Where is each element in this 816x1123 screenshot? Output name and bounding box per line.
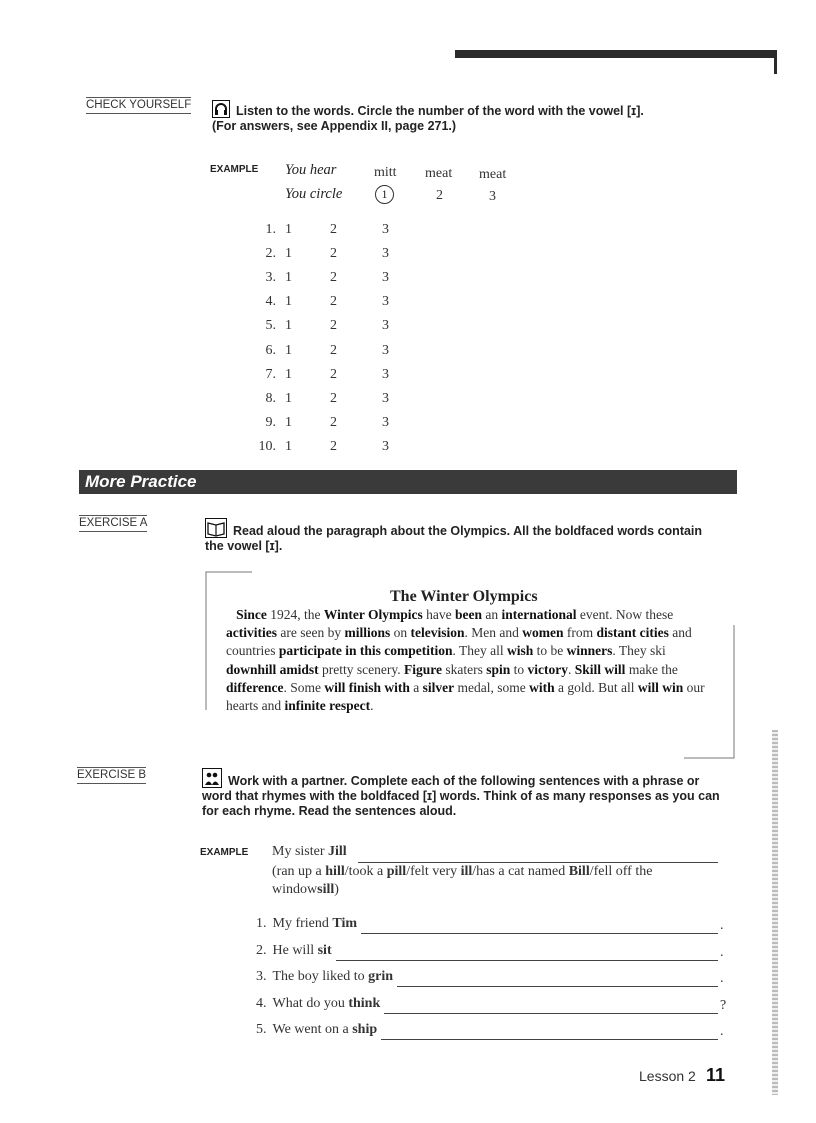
book-icon: [205, 518, 227, 538]
sentence-5: [256, 1022, 377, 1038]
row-6-b: 2: [330, 342, 337, 358]
top-rule-tick: [774, 56, 777, 74]
row-7-n: 7.: [265, 366, 276, 382]
heard-word-1: mitt: [374, 165, 397, 180]
partners-icon: [202, 768, 222, 788]
sentence-1: [256, 916, 357, 932]
sentence-number: 4.: [256, 995, 267, 1011]
row-9-a: 1: [285, 414, 292, 430]
sentence-end-mark: .: [720, 1024, 724, 1039]
row-8-b: 2: [330, 390, 337, 406]
row-10-n: 10.: [258, 438, 276, 454]
example-number-2: 2: [436, 188, 443, 203]
row-4-n: 4.: [265, 294, 276, 310]
paragraph-title: The Winter Olympics: [390, 588, 538, 605]
lesson-label: Lesson 2: [639, 1068, 696, 1084]
you-circle-label: You circle: [285, 186, 343, 202]
heard-word-2: meat: [425, 166, 453, 181]
row-4-b: 2: [330, 294, 337, 310]
top-rule: [455, 50, 777, 58]
example-tag: EXAMPLE: [210, 164, 259, 175]
answer-line-1[interactable]: [361, 933, 718, 934]
olympics-paragraph: Since 1924, the Winter Olympics have been an international event. Now these activities are seen by millions on television. Men and women from distant cities and countries participate in this competition. They all wish to be winners. They ski downhill amidst pretty scenery. Figure skaters spin to victory. Skill will make the difference. Some will finish with a silver medal, some with a gold. But all will win our hearts and infinite respect.: [226, 607, 705, 714]
sentence-text: The boy liked to: [272, 969, 369, 984]
you-hear-label: You hear: [285, 162, 337, 178]
row-1-c: 3: [382, 222, 389, 237]
row-4-c: 3: [382, 294, 389, 310]
row-3-n: 3.: [265, 270, 276, 286]
sentence-number: 3.: [256, 969, 267, 984]
row-10-a: 1: [285, 438, 292, 454]
row-2-b: 2: [330, 246, 337, 262]
sentence-keyword: grin: [368, 969, 394, 984]
row-9-b: 2: [330, 414, 337, 430]
row-10-c: 3: [382, 438, 389, 454]
sentence-text: He will: [272, 942, 318, 958]
answer-line-4[interactable]: [384, 1013, 718, 1014]
row-5-b: 2: [330, 318, 337, 334]
row-8-a: 1: [285, 390, 292, 406]
binding-edge: [772, 730, 778, 1095]
row-7-c: 3: [382, 366, 389, 382]
row-2-a: 1: [285, 246, 292, 262]
sentence-text: We went on a: [272, 1022, 353, 1037]
row-8-n: 8.: [265, 390, 276, 406]
row-5-c: 3: [382, 318, 389, 334]
row-1-b: 2: [330, 222, 337, 237]
check-yourself-label: CHECK YOURSELF: [86, 97, 191, 114]
example-answer: (ran up a hill/took a pill/felt very ill/has a cat named Bill/fell off the windowsill): [272, 864, 653, 897]
answer-line-3[interactable]: [397, 986, 718, 987]
row-2-n: 2.: [265, 246, 276, 262]
check-yourself-instruction: Listen to the words. Circle the number of the word with the vowel [ɪ]. (For answers, see Appendix II, page 271.): [212, 100, 712, 134]
sentence-end-mark: .: [720, 971, 724, 986]
row-8-c: 3: [382, 390, 389, 406]
row-6-a: 1: [285, 342, 292, 358]
row-3-a: 1: [285, 270, 292, 286]
row-7-a: 1: [285, 366, 292, 382]
row-4-a: 1: [285, 294, 292, 310]
row-9-n: 9.: [265, 414, 276, 430]
sentence-keyword: sit: [317, 942, 332, 958]
row-2-c: 3: [382, 246, 389, 262]
sentence-end-mark: ?: [720, 997, 727, 1013]
sentence-text: My friend: [272, 916, 333, 931]
exercise-a-instruction: Read aloud the paragraph about the Olympics. All the boldfaced words contain the vowel [ɪ].: [205, 518, 720, 554]
row-10-b: 2: [330, 438, 337, 454]
sentence-number: 1.: [256, 916, 267, 931]
heard-word-3: meat: [479, 167, 507, 182]
sentence-3: [256, 969, 393, 985]
sentence-number: 5.: [256, 1022, 267, 1037]
answer-line-5[interactable]: [381, 1039, 718, 1040]
exercise-a-label: EXERCISE A: [79, 515, 147, 532]
row-3-b: 2: [330, 270, 337, 286]
answer-line-2[interactable]: [336, 960, 718, 961]
row-6-c: 3: [382, 342, 389, 358]
exercise-b-label: EXERCISE B: [77, 767, 146, 784]
sentence-end-mark: .: [720, 918, 724, 933]
more-practice-banner: [79, 470, 737, 494]
answers-note: (For answers, see Appendix II, page 271.): [212, 119, 457, 133]
sentence-keyword: ship: [352, 1022, 378, 1037]
row-7-b: 2: [330, 366, 337, 382]
row-1-n: 1.: [265, 222, 276, 237]
sentence-number: 2.: [256, 942, 267, 958]
row-9-c: 3: [382, 414, 389, 430]
sentence-4: [256, 996, 380, 1012]
example-sentence: My sister Jill: [272, 844, 347, 859]
row-3-c: 3: [382, 270, 389, 286]
row-1-a: 1: [285, 222, 292, 237]
circled-answer: 1: [375, 185, 394, 204]
example-number-3: 3: [489, 189, 496, 204]
row-5-n: 5.: [265, 318, 276, 334]
sentence-2: [256, 943, 332, 959]
sentence-keyword: Tim: [332, 916, 358, 931]
headphones-icon: [212, 100, 230, 118]
sentence-end-mark: .: [720, 944, 724, 960]
sentence-keyword: think: [348, 995, 381, 1011]
row-6-n: 6.: [265, 342, 276, 358]
page-number: 11: [706, 1065, 726, 1085]
example-tag-b: EXAMPLE: [200, 847, 249, 858]
row-5-a: 1: [285, 318, 292, 334]
more-practice-title: More Practice: [85, 472, 197, 491]
exercise-b-instruction: Work with a partner. Complete each of the following sentences with a phrase or word that rhymes with the boldfaced [ɪ] words. Think of as many responses as you can for each rhyme. Read the sentences aloud.: [202, 768, 724, 819]
sentence-text: What do you: [272, 995, 349, 1011]
